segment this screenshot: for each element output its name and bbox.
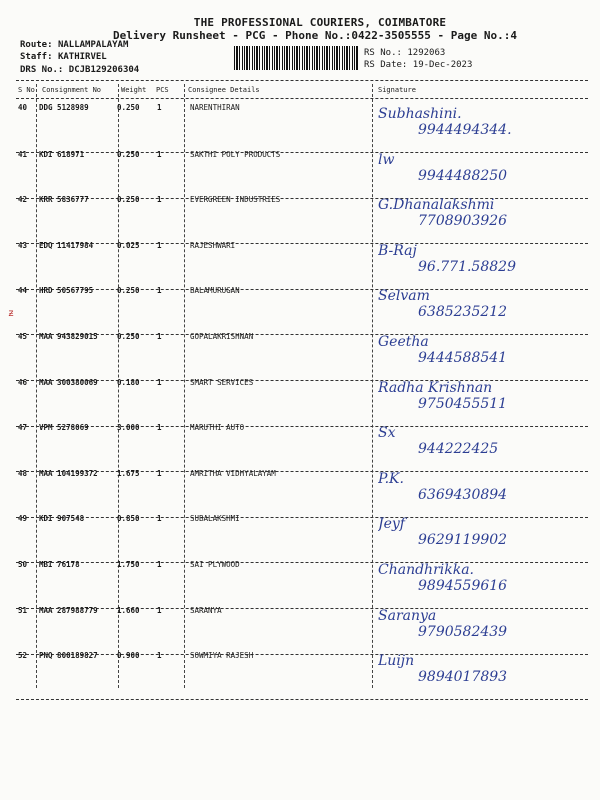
cell-pcs: 1: [157, 468, 162, 478]
col-consignee: Consignee Details: [188, 86, 260, 94]
signature-name: Jeyf: [378, 516, 405, 533]
cell-consignment: MBI 76178: [39, 560, 80, 569]
cell-consignee: SUBALAKSHMI: [190, 514, 240, 524]
cell-pcs: 1: [157, 514, 162, 524]
cell-consignment: MAA 287988779: [39, 605, 98, 615]
table-row: [0, 510, 600, 550]
col-pcs: PCS: [156, 86, 169, 94]
row-separator: [16, 699, 588, 700]
cell-weight: 0.250: [117, 149, 140, 159]
cell-consignee: RAJESHWARI: [190, 240, 236, 250]
rs-no-label: RS No.:: [364, 48, 402, 58]
rs-no-value: 1292063: [407, 48, 446, 58]
cell-pcs: 1: [157, 377, 162, 387]
cell-consignment: KDI 618971: [39, 149, 85, 159]
cell-weight: 0.025: [117, 240, 140, 250]
drs-value: DCJB129206304: [68, 65, 140, 75]
signature-phone: 9894017893: [418, 669, 508, 686]
cell-weight: 1.750: [117, 560, 140, 569]
signature-handwriting: [378, 604, 588, 642]
cell-weight: 0.180: [117, 377, 140, 387]
cell-sno: 47: [18, 423, 28, 433]
route-value: NALLAMPALAYAM: [57, 40, 129, 50]
cell-sno: 49: [18, 514, 28, 524]
drs-label: DRS No.:: [20, 65, 64, 75]
cell-consignment: PNQ 800189827: [39, 651, 98, 661]
rs-date-label: RS Date:: [364, 60, 408, 70]
table-row: [0, 556, 600, 596]
signature-handwriting: [378, 102, 588, 140]
header-rule-top: [16, 80, 588, 81]
cell-pcs: 1: [157, 195, 162, 205]
table-row: [0, 328, 600, 368]
cell-consignment: EDQ 11417984: [39, 240, 94, 250]
cell-sno: 40: [18, 103, 28, 112]
cell-pcs: 1: [157, 651, 162, 661]
header-rule-bottom: [16, 98, 588, 99]
cell-pcs: 1: [157, 149, 162, 159]
cell-sno: 46: [18, 377, 28, 387]
cell-pcs: 1: [157, 423, 162, 433]
signature-phone: 9444588541: [418, 350, 508, 366]
signature-name: G.Dhanalakshmi: [378, 197, 495, 214]
cell-consignment: HRD 50567795: [39, 286, 94, 296]
table-row: [0, 282, 600, 322]
drs-line: [20, 65, 139, 75]
signature-handwriting: [378, 376, 588, 414]
signature-phone: 6369430894: [418, 486, 508, 503]
cell-consignee: SAKTHI POLY PRODUCTS: [190, 149, 281, 159]
table-row: [0, 647, 600, 687]
cell-pcs: 1: [157, 286, 162, 296]
company-title: THE PROFESSIONAL COURIERS, COIMBATORE: [193, 16, 447, 29]
cell-sno: 42: [18, 195, 28, 205]
cell-consignee: SARANYA: [190, 605, 222, 615]
signature-name: Radha Krishnan: [378, 379, 493, 396]
signature-name: B-Raj: [378, 242, 417, 259]
signature-handwriting: [378, 330, 588, 368]
signature-handwriting: [378, 193, 588, 231]
cell-consignee: MARUTHI AUTO: [190, 423, 245, 433]
cell-weight: 1.660: [117, 605, 140, 615]
cell-consignee: SAI PLYWOOD: [190, 560, 240, 569]
staff-value: KATHIRVEL: [57, 52, 107, 62]
cell-consignee: EVERGREEN INDUSTRIES: [190, 195, 281, 205]
cell-consignment: MAA 943829015: [39, 332, 98, 341]
cell-consignment: KRR 5836777: [39, 195, 89, 205]
rs-date-value: 19-Dec-2023: [412, 60, 473, 70]
signature-phone: 9944494344.: [418, 122, 512, 138]
table-row: [0, 602, 600, 642]
cell-weight: 0.250: [117, 286, 140, 296]
cell-sno: 44: [18, 286, 28, 296]
staff-line: [20, 52, 107, 62]
cell-consignment: MAA 104199372: [39, 468, 98, 478]
col-weight: Weight: [121, 86, 147, 94]
cell-weight: 0.900: [117, 651, 140, 661]
signature-phone: 9629119902: [418, 532, 508, 549]
signature-handwriting: [378, 558, 588, 596]
signature-handwriting: [378, 284, 588, 322]
signature-handwriting: [378, 649, 588, 687]
cell-weight: 0.250: [117, 195, 140, 205]
signature-phone: 96.771.58829: [418, 258, 516, 275]
route-label: Route:: [20, 40, 53, 50]
cell-pcs: 1: [157, 103, 162, 112]
cell-consignee: SOWMIYA RAJESH: [190, 651, 254, 661]
cell-weight: 3.000: [117, 423, 140, 433]
cell-consignee: SMART SERVICES: [190, 377, 254, 387]
table-row: [0, 237, 600, 277]
signature-name: Sx: [378, 425, 396, 442]
staff-label: Staff:: [20, 52, 53, 62]
table-row: [0, 465, 600, 505]
route-line: [20, 40, 128, 50]
rs-no-line: [364, 48, 445, 58]
signature-phone: 7708903926: [418, 213, 508, 230]
cell-pcs: 1: [157, 605, 162, 615]
cell-weight: 0.250: [117, 332, 140, 341]
cell-sno: 41: [18, 149, 28, 159]
col-sno: S No: [18, 86, 35, 94]
signature-name: Chandhrikka.: [378, 562, 475, 578]
cell-sno: 43: [18, 240, 28, 250]
signature-handwriting: [378, 467, 588, 505]
cell-weight: 0.250: [117, 103, 140, 112]
cell-consignment: MAA 300380069: [39, 377, 98, 387]
signature-phone: 9894559616: [418, 578, 508, 594]
signature-name: Luijn: [378, 653, 415, 670]
cell-sno: 50: [18, 560, 28, 569]
cell-sno: 45: [18, 332, 28, 341]
rs-date-line: [364, 60, 472, 70]
signature-name: Geetha: [378, 334, 429, 350]
signature-name: Selvam: [378, 288, 430, 305]
barcode: [234, 46, 358, 70]
cell-consignment: DDG 5128989: [39, 103, 89, 112]
cell-weight: 1.675: [117, 468, 140, 478]
pen-tick-mark: ᵶ: [8, 308, 15, 319]
signature-name: lw: [378, 151, 395, 168]
col-consignment: Consignment No: [42, 86, 102, 94]
signature-phone: 9790582439: [418, 623, 508, 640]
signature-phone: 9750455511: [418, 395, 508, 412]
signature-handwriting: [378, 239, 588, 277]
table-row: [0, 146, 600, 186]
cell-consignee: BALAMURUGAN: [190, 286, 240, 296]
cell-pcs: 1: [157, 240, 162, 250]
table-row: [0, 419, 600, 459]
cell-consignee: GOPALAKRISHNAN: [190, 332, 254, 341]
cell-pcs: 1: [157, 560, 162, 569]
cell-pcs: 1: [157, 332, 162, 341]
signature-handwriting: [378, 421, 588, 459]
cell-consignee: NARENTHIRAN: [190, 103, 240, 112]
table-row: [0, 191, 600, 231]
cell-sno: 52: [18, 651, 28, 661]
signature-phone: 944222425: [418, 441, 499, 458]
signature-phone: 6385235212: [418, 304, 508, 321]
table-row: [0, 374, 600, 414]
signature-handwriting: [378, 148, 588, 186]
cell-weight: 0.850: [117, 514, 140, 524]
cell-consignment: KDI 907548: [39, 514, 85, 524]
signature-phone: 9944488250: [418, 167, 508, 184]
signature-name: Saranya: [378, 607, 437, 624]
signature-name: Subhashini.: [378, 106, 462, 122]
sheet-title: Delivery Runsheet - PCG - Phone No.:0422-3505555 - Page No.:4: [113, 29, 517, 42]
col-signature: Signature: [378, 86, 416, 94]
signature-handwriting: [378, 512, 588, 550]
cell-consignee: AMRITHA VIDHYALAYAM: [190, 468, 276, 478]
table-row: [0, 100, 600, 140]
cell-sno: 51: [18, 605, 28, 615]
cell-consignment: VPM 5278069: [39, 423, 89, 433]
signature-name: P.K.: [378, 470, 404, 487]
cell-sno: 48: [18, 468, 28, 478]
